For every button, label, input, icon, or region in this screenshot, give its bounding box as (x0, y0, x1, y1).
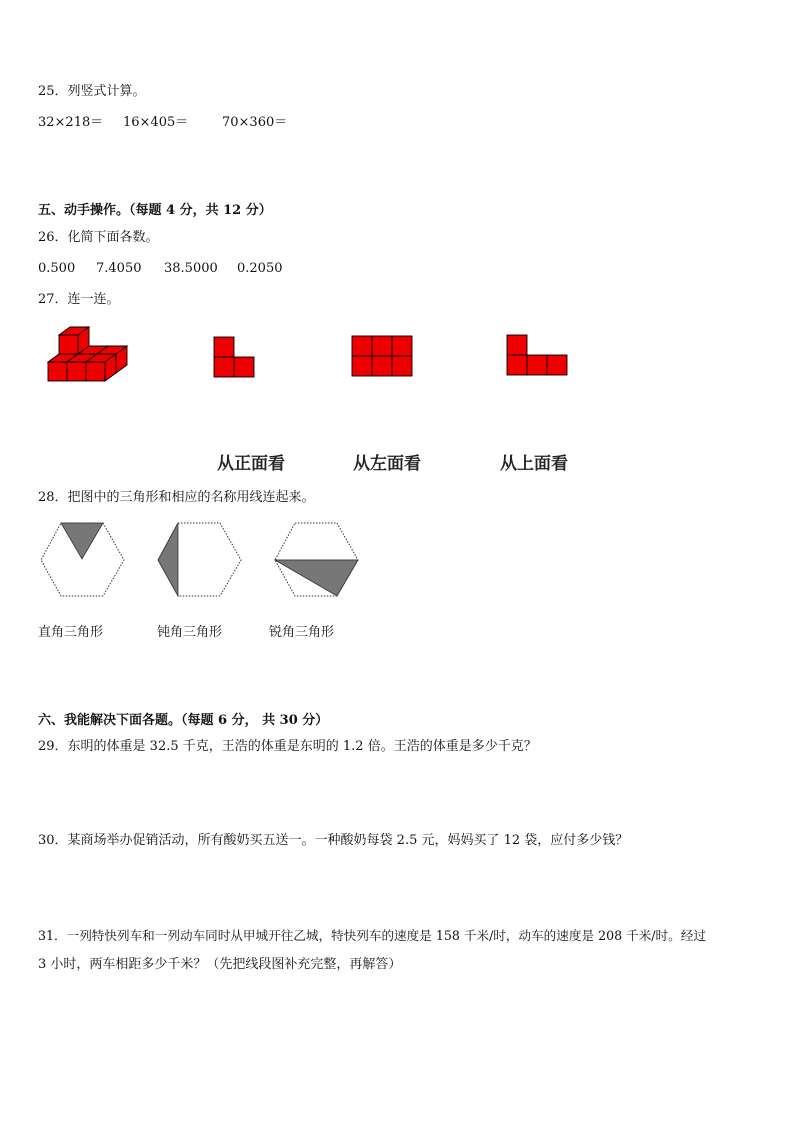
hexagon-figure-2 (157, 522, 243, 598)
cube-stack-figure (40, 322, 130, 386)
view-shape-l-long (506, 334, 568, 376)
view-label-left: 从左面看 (353, 454, 421, 474)
number-2: 7.4050 (96, 261, 142, 276)
view-label-top: 从上面看 (500, 454, 568, 474)
question-28-title: 28．把图中的三角形和相应的名称用线连起来。 (38, 490, 315, 505)
section-6-heading: 六、我能解决下面各题。（每题 6 分， 共 30 分） (38, 713, 329, 728)
section-5-heading: 五、动手操作。（每题 4 分，共 12 分） (38, 203, 272, 218)
calc-item-2: 16×405＝ (123, 115, 189, 130)
question-31-line-2: 3 小时，两车相距多少千米？（先把线段图补充完整，再解答） (38, 957, 402, 972)
view-shape-l-small (213, 336, 255, 378)
number-1: 0.500 (38, 261, 76, 276)
triangle-name-right: 直角三角形 (38, 625, 104, 640)
hexagon-figure-3 (274, 522, 360, 598)
calc-item-3: 70×360＝ (222, 115, 288, 130)
question-25-title: 25．列竖式计算。 (38, 84, 146, 99)
triangle-name-acute: 锐角三角形 (269, 625, 335, 640)
view-shape-grid (351, 335, 413, 377)
hexagon-figure-1 (40, 522, 126, 598)
triangle-name-obtuse: 钝角三角形 (157, 625, 223, 640)
question-26-title: 26．化简下面各数。 (38, 230, 159, 245)
question-27-title: 27．连一连。 (38, 292, 120, 307)
calc-item-1: 32×218＝ (38, 115, 104, 130)
question-30-text: 30．某商场举办促销活动，所有酸奶买五送一。一种酸奶每袋 2.5 元，妈妈买了 12 袋，应付多少钱？ (38, 833, 629, 848)
question-29-text: 29．东明的体重是 32.5 千克，王浩的体重是东明的 1.2 倍。王浩的体重是多少千克？ (38, 739, 537, 754)
view-label-front: 从正面看 (217, 454, 285, 474)
number-3: 38.5000 (164, 261, 218, 276)
number-4: 0.2050 (237, 261, 283, 276)
question-31-line-1: 31．一列特快列车和一列动车同时从甲城开往乙城，特快列车的速度是 158 千米/时，动车的速度是 208 千米/时。经过 (38, 928, 706, 943)
